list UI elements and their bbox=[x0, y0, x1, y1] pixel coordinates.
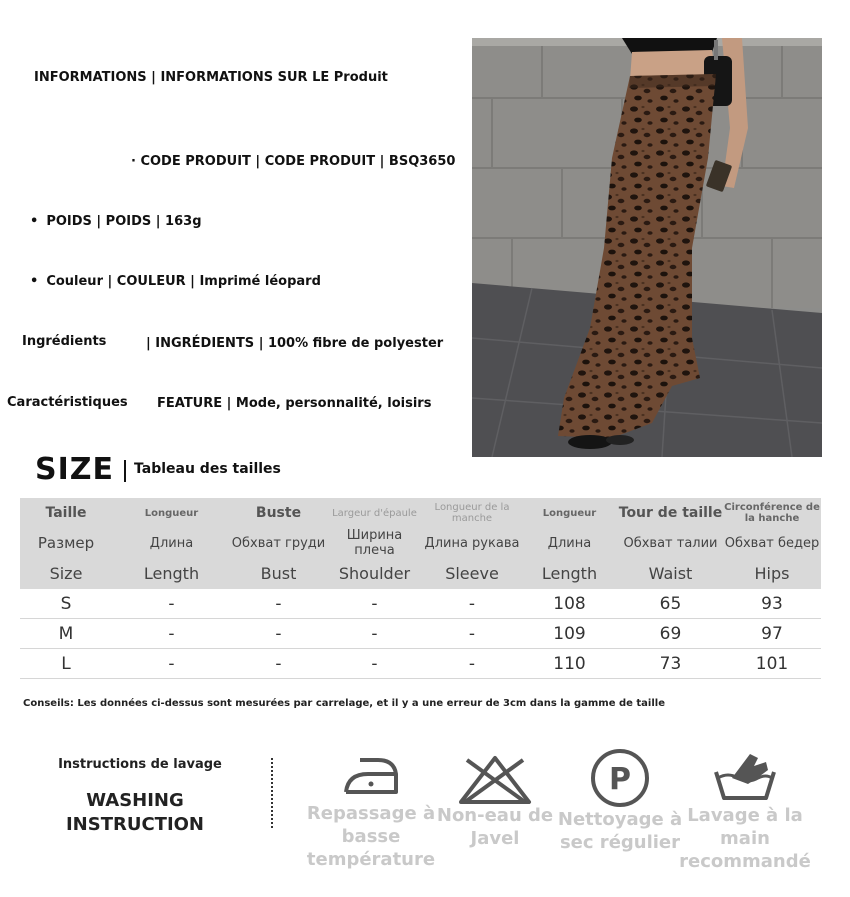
cell-waist: 73 bbox=[618, 649, 723, 679]
cell-size: L bbox=[20, 649, 112, 679]
no-bleach-icon bbox=[455, 752, 535, 804]
cell-bust: - bbox=[231, 589, 326, 619]
table-row bbox=[20, 649, 821, 679]
header-fr-waist: Tour de taille bbox=[618, 498, 723, 528]
washing-title-small: Instructions de lavage bbox=[58, 757, 222, 772]
care-item-no-bleach bbox=[425, 752, 565, 850]
header-fr-shoulder: Largeur d'épaule bbox=[326, 498, 423, 528]
info-ingredients-value: | INGRÉDIENTS | 100% fibre de polyester bbox=[146, 336, 444, 351]
size-title: SIZE bbox=[35, 452, 115, 487]
cell-sleeve: - bbox=[423, 589, 521, 619]
header-ru-waist: Обхват талии bbox=[618, 528, 723, 558]
care-item-iron bbox=[301, 752, 441, 871]
cell-waist: 69 bbox=[618, 619, 723, 649]
care-label-hand-wash: Lavage à la main recommandé bbox=[679, 805, 811, 872]
header-fr-length-2: Longueur bbox=[521, 498, 618, 528]
header-en-waist: Waist bbox=[618, 558, 723, 589]
size-title-divider bbox=[124, 460, 126, 482]
header-en-bust: Bust bbox=[231, 558, 326, 589]
cell-length: - bbox=[112, 619, 231, 649]
table-row bbox=[20, 619, 821, 649]
cell-length-2: 110 bbox=[521, 649, 618, 679]
care-item-hand-wash bbox=[675, 748, 815, 873]
header-en-hips: Hips bbox=[723, 558, 821, 589]
size-table-header-en bbox=[20, 558, 821, 589]
info-code: · CODE PRODUIT | CODE PRODUIT | BSQ3650 bbox=[131, 154, 456, 169]
header-ru-size: Размер bbox=[20, 528, 112, 558]
header-fr-length: Longueur bbox=[112, 498, 231, 528]
header-en-sleeve: Sleeve bbox=[423, 558, 521, 589]
dry-clean-icon bbox=[588, 748, 652, 808]
cell-bust: - bbox=[231, 649, 326, 679]
header-ru-length: Длина bbox=[112, 528, 231, 558]
header-ru-shoulder: Ширина плеча bbox=[326, 528, 423, 558]
info-features-value: FEATURE | Mode, personnalité, loisirs bbox=[157, 396, 432, 411]
cell-length-2: 109 bbox=[521, 619, 618, 649]
cell-bust: - bbox=[231, 619, 326, 649]
header-fr-hips: Circonférence de la hanche bbox=[723, 498, 821, 528]
care-label-no-bleach: Non-eau de Javel bbox=[436, 805, 554, 849]
size-note: Conseils: Les données ci-dessus sont mesurées par carrelage, et il y a une erreur de 3cm dans la gamme de taille bbox=[23, 698, 665, 709]
washing-divider bbox=[271, 758, 273, 828]
header-en-size: Size bbox=[20, 558, 112, 589]
cell-shoulder: - bbox=[326, 589, 423, 619]
header-ru-sleeve: Длина рукава bbox=[423, 528, 521, 558]
header-ru-hips: Обхват бедер bbox=[723, 528, 821, 558]
care-label-dry-clean: Nettoyage à sec régulier bbox=[557, 809, 683, 853]
table-row bbox=[20, 589, 821, 619]
cell-hips: 93 bbox=[723, 589, 821, 619]
size-table-header-ru bbox=[20, 528, 821, 558]
info-features-label: Caractéristiques bbox=[7, 395, 128, 410]
header-en-length: Length bbox=[112, 558, 231, 589]
washing-title-big: WASHING INSTRUCTION bbox=[65, 790, 205, 835]
cell-size: S bbox=[20, 589, 112, 619]
size-subtitle: Tableau des tailles bbox=[134, 461, 281, 477]
header-ru-bust: Обхват груди bbox=[231, 528, 326, 558]
size-table-header-fr bbox=[20, 498, 821, 528]
info-ingredients-label: Ingrédients bbox=[22, 334, 107, 349]
cell-shoulder: - bbox=[326, 619, 423, 649]
cell-sleeve: - bbox=[423, 619, 521, 649]
hand-wash-icon bbox=[710, 748, 780, 804]
size-table bbox=[20, 498, 821, 679]
product-photo bbox=[472, 38, 822, 457]
product-photo-illustration bbox=[472, 38, 822, 457]
cell-hips: 97 bbox=[723, 619, 821, 649]
info-header: INFORMATIONS | INFORMATIONS SUR LE Produit bbox=[34, 70, 388, 85]
header-en-shoulder: Shoulder bbox=[326, 558, 423, 589]
header-fr-sleeve: Longueur de la manche bbox=[423, 498, 521, 528]
header-fr-bust: Buste bbox=[231, 498, 326, 528]
iron-icon bbox=[336, 752, 406, 802]
header-en-length-2: Length bbox=[521, 558, 618, 589]
svg-text:P: P bbox=[609, 762, 631, 797]
care-label-iron: Repassage à basse température bbox=[306, 803, 436, 870]
cell-length-2: 108 bbox=[521, 589, 618, 619]
cell-sleeve: - bbox=[423, 649, 521, 679]
info-color: • Couleur | COULEUR | Imprimé léopard bbox=[30, 274, 321, 289]
cell-waist: 65 bbox=[618, 589, 723, 619]
cell-length: - bbox=[112, 589, 231, 619]
cell-size: M bbox=[20, 619, 112, 649]
header-fr-size: Taille bbox=[20, 498, 112, 528]
header-ru-length-2: Длина bbox=[521, 528, 618, 558]
cell-shoulder: - bbox=[326, 649, 423, 679]
cell-hips: 101 bbox=[723, 649, 821, 679]
info-weight: • POIDS | POIDS | 163g bbox=[30, 214, 202, 229]
cell-length: - bbox=[112, 649, 231, 679]
care-item-dry-clean bbox=[550, 748, 690, 854]
